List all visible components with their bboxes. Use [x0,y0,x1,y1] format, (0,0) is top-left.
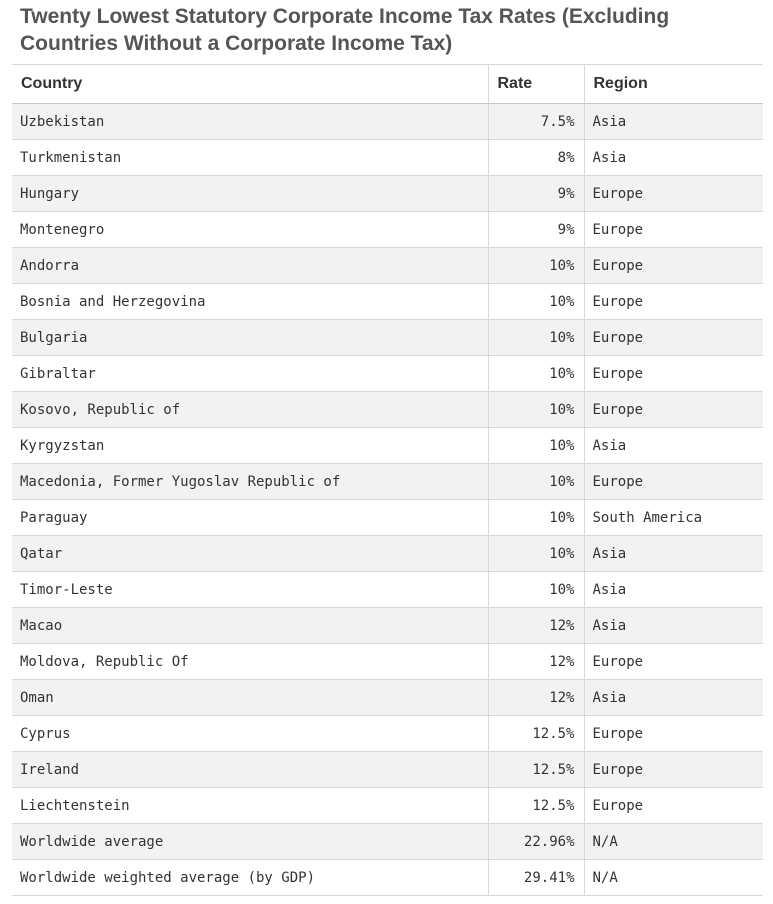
cell-country: Cyprus [12,716,488,752]
table-row [12,572,763,608]
table-row [12,464,763,500]
cell-country: Moldova, Republic Of [12,644,488,680]
cell-country: Kosovo, Republic of [12,392,488,428]
cell-rate: 12.5% [488,716,584,752]
table-row [12,248,763,284]
cell-rate: 12.5% [488,788,584,824]
cell-region: Europe [584,392,763,428]
cell-rate: 10% [488,572,584,608]
cell-region: Europe [584,464,763,500]
cell-rate: 9% [488,176,584,212]
table-row [12,392,763,428]
cell-country: Kyrgyzstan [12,428,488,464]
cell-region: Europe [584,176,763,212]
cell-region: Europe [584,320,763,356]
table-row [12,788,763,824]
table-row [12,716,763,752]
table-row [12,608,763,644]
cell-country: Worldwide weighted average (by GDP) [12,860,488,896]
cell-rate: 9% [488,212,584,248]
table-row [12,752,763,788]
table-row [12,428,763,464]
table-row [12,356,763,392]
cell-rate: 10% [488,248,584,284]
cell-rate: 12% [488,644,584,680]
cell-region: Asia [584,680,763,716]
cell-country: Paraguay [12,500,488,536]
tax-rates-table [12,64,763,896]
cell-rate: 10% [488,320,584,356]
cell-rate: 10% [488,536,584,572]
cell-rate: 12% [488,680,584,716]
cell-country: Timor-Leste [12,572,488,608]
cell-country: Ireland [12,752,488,788]
table-row [12,680,763,716]
cell-rate: 12.5% [488,752,584,788]
cell-rate: 10% [488,284,584,320]
header-row [12,65,763,104]
cell-rate: 10% [488,500,584,536]
table-row [12,140,763,176]
table-row [12,860,763,896]
cell-region: Europe [584,356,763,392]
cell-region: Asia [584,608,763,644]
table-row [12,500,763,536]
cell-region: Asia [584,428,763,464]
cell-region: Europe [584,212,763,248]
column-header-country[interactable]: Country [12,65,488,104]
cell-country: Montenegro [12,212,488,248]
cell-rate: 10% [488,392,584,428]
column-header-region[interactable]: Region [584,65,763,104]
cell-region: Asia [584,572,763,608]
cell-region: Europe [584,716,763,752]
cell-region: Asia [584,104,763,140]
cell-country: Bulgaria [12,320,488,356]
cell-country: Macedonia, Former Yugoslav Republic of [12,464,488,500]
cell-rate: 22.96% [488,824,584,860]
cell-country: Gibraltar [12,356,488,392]
cell-region: Europe [584,788,763,824]
cell-rate: 8% [488,140,584,176]
chart-title: Twenty Lowest Statutory Corporate Income Tax Rates (Excluding Countries Without a Corporate Income Tax) [20,5,670,55]
cell-country: Worldwide average [12,824,488,860]
cell-country: Bosnia and Herzegovina [12,284,488,320]
table-row [12,212,763,248]
cell-region: Europe [584,752,763,788]
table-row [12,320,763,356]
cell-country: Uzbekistan [12,104,488,140]
cell-country: Macao [12,608,488,644]
table-body [12,104,763,896]
table-row [12,824,763,860]
cell-region: Europe [584,284,763,320]
cell-rate: 10% [488,464,584,500]
cell-country: Andorra [12,248,488,284]
table-row [12,284,763,320]
cell-country: Hungary [12,176,488,212]
cell-country: Turkmenistan [12,140,488,176]
cell-rate: 10% [488,356,584,392]
cell-rate: 10% [488,428,584,464]
cell-region: N/A [584,824,763,860]
cell-region: Europe [584,248,763,284]
cell-region: Europe [584,644,763,680]
cell-region: N/A [584,860,763,896]
cell-country: Qatar [12,536,488,572]
cell-country: Liechtenstein [12,788,488,824]
cell-rate: 29.41% [488,860,584,896]
table-row [12,176,763,212]
cell-region: Asia [584,536,763,572]
table-row [12,644,763,680]
column-header-rate[interactable]: Rate [488,65,584,104]
cell-country: Oman [12,680,488,716]
cell-rate: 12% [488,608,584,644]
cell-region: South America [584,500,763,536]
cell-rate: 7.5% [488,104,584,140]
cell-region: Asia [584,140,763,176]
table-row [12,104,763,140]
table-row [12,536,763,572]
